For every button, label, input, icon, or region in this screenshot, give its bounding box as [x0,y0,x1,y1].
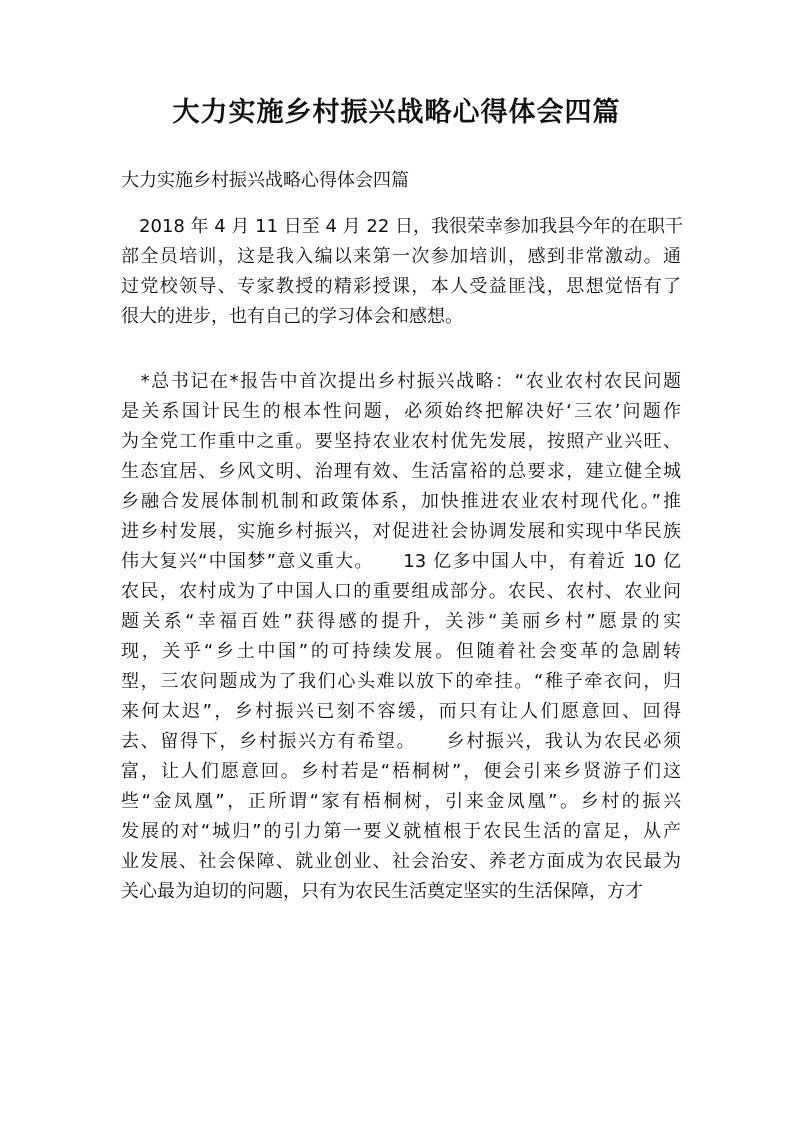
document-title: 大力实施乡村振兴战略心得体会四篇 [172,97,621,128]
paragraph-2-line: 来何太迟”，乡村振兴已刻不容缓，而只有让人们愿意回、回得 [121,701,681,722]
paragraph-2-line: 题关系“幸福百姓”获得感的提升，关涉“美丽乡村”愿景的实 [121,611,681,632]
paragraph-2-line: 富，让人们愿意回。乡村若是“梧桐树”，便会引来乡贤游子们这 [121,761,681,782]
paragraph-1-line: 过党校领导、专家教授的精彩授课，本人受益匪浅，思想觉悟有了 [121,276,681,297]
paragraph-1-line: 很大的进步，也有自己的学习体会和感想。 [121,306,463,327]
paragraph-2-line: 农民，农村成为了中国人口的重要组成部分。农民、农村、农业问 [121,581,681,602]
paragraph-1-line: 部全员培训，这是我入编以来第一次参加培训，感到非常激动。通 [121,246,681,267]
document-subtitle: 大力实施乡村振兴战略心得体会四篇 [121,170,409,191]
paragraph-2-line: 生态宜居、乡风文明、治理有效、生活富裕的总要求，建立健全城 [121,461,681,482]
paragraph-2-line: 现，关乎“乡土中国”的可持续发展。但随着社会变革的急剧转 [121,641,681,662]
paragraph-2-line: 是关系国计民生的根本性问题，必须始终把解决好‘三农’问题作 [121,401,681,422]
paragraph-2-line: 些“金凤凰”，正所谓“家有梧桐树，引来金凤凰”。乡村的振兴 [121,791,681,812]
paragraph-2-line: 关心最为迫切的问题，只有为农民生活奠定坚实的生活保障，方才 [121,881,643,902]
paragraph-1 [121,212,684,332]
paragraph-2-line: 发展的对“城归”的引力第一要义就植根于农民生活的富足，从产 [121,821,681,842]
paragraph-2-line: 进乡村发展，实施乡村振兴，对促进社会协调发展和实现中华民族 [121,521,681,542]
paragraph-2-line: 业发展、社会保障、就业创业、社会治安、养老方面成为农民最为 [121,851,681,872]
paragraph-2-line: 伟大复兴“中国梦”意义重大。 13 亿多中国人中，有着近 10 亿 [121,551,681,572]
paragraph-2-line: 为全党工作重中之重。要坚持农业农村优先发展，按照产业兴旺、 [121,431,681,452]
paragraph-2-line: 去、留得下，乡村振兴方有希望。 乡村振兴，我认为农民必须 [121,731,681,752]
paragraph-1-line: 2018 年 4 月 11 日至 4 月 22 日，我很荣幸参加我县今年的在职干 [121,216,684,237]
paragraph-2-line: 乡融合发展体制机制和政策体系，加快推进农业农村现代化。”推 [121,491,681,512]
paragraph-2 [121,367,681,907]
paragraph-2-line: 型，三农问题成为了我们心头难以放下的牵挂。“稚子牵衣问，归 [121,671,681,692]
paragraph-2-line: *总书记在*报告中首次提出乡村振兴战略：“农业农村农民问题 [121,371,681,392]
